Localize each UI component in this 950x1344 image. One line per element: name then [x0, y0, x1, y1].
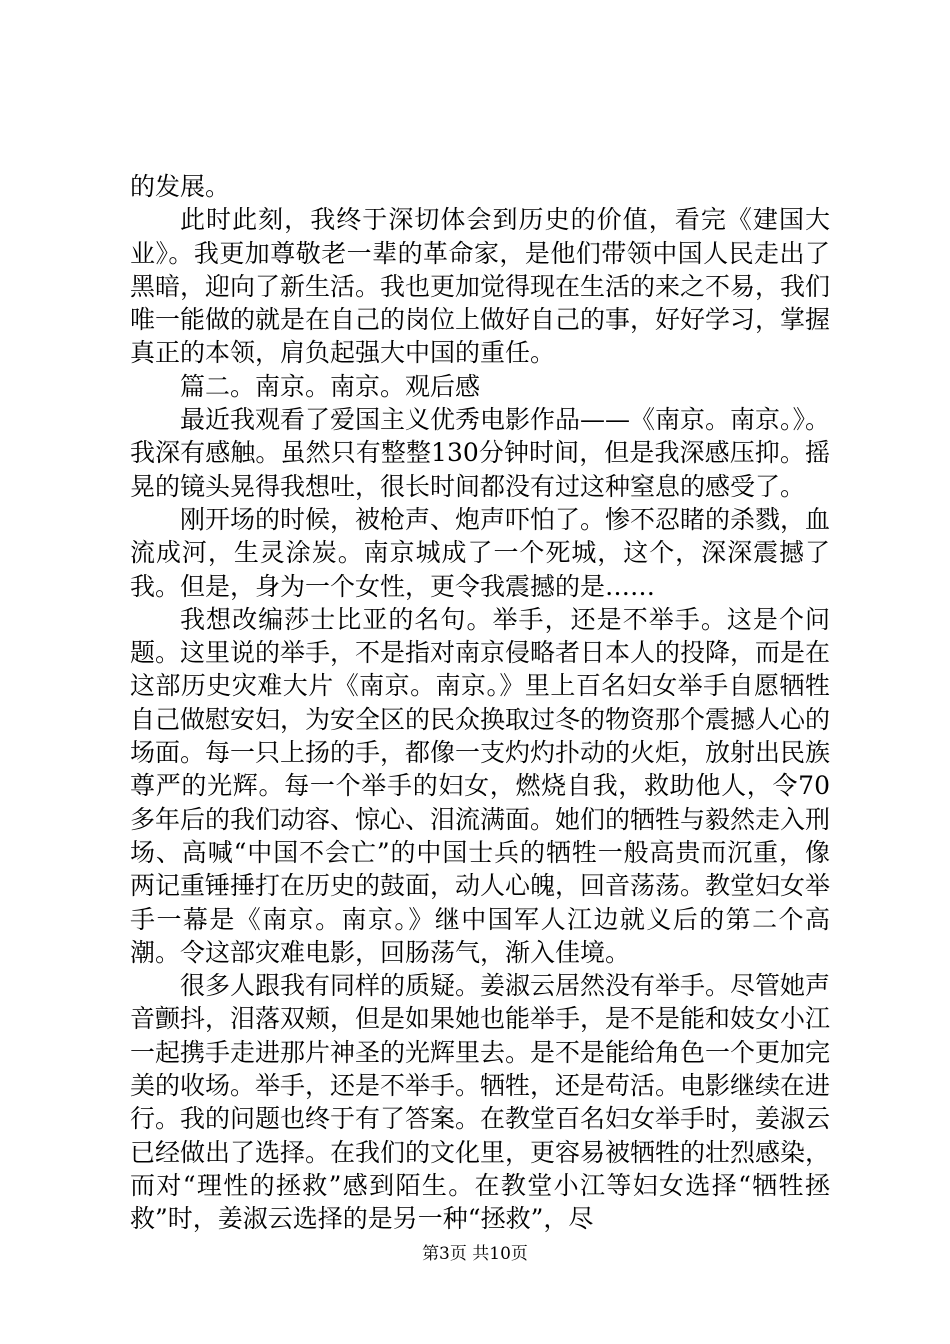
paragraph: 很多人跟我有同样的质疑。姜淑云居然没有举手。尽管她声音颤抖，泪落双颊，但是如果她也能举手，是不是能和妓女小江一起携手走进那片神圣的光辉里去。是不是能给角色一个更加完美的收场。举手，还是不举手。牺牲，还是苟活。电影继续在进行。我的问题也终于有了答案。在教堂百名妇女举手时，姜淑云已经做出了选择。在我们的文化里，更容易被牺牲的壮烈感染，而对“理性的拯救”感到陌生。在教堂小江等妇女选择“牺牲拯救”时，姜淑云选择的是另一种“拯救”，尽	[130, 971, 831, 1234]
paragraph: 我想改编莎士比亚的名句。举手，还是不举手。这是个问题。这里说的举手，不是指对南京侵略者日本人的投降，而是在这部历史灾难大片《南京。南京。》里上百名妇女举手自愿牺牲自己做慰安妇，为安全区的民众换取过冬的物资那个震撼人心的场面。每一只上扬的手，都像一支灼灼扑动的火炬，放射出民族尊严的光辉。每一个举手的妇女，燃烧自我，救助他人，令70多年后的我们动容、惊心、泪流满面。她们的牺牲与毅然走入刑场、高喊“中国不会亡”的中国士兵的牺牲一般高贵而沉重，像两记重锤捶打在历史的鼓面，动人心魄，回音荡荡。教堂妇女举手一幕是《南京。南京。》继中国军人江边就义后的第二个高潮。令这部灾难电影，回肠荡气，渐入佳境。	[130, 604, 831, 967]
document-body	[130, 170, 830, 1236]
page-number-footer: 第3页 共10页	[422, 1244, 528, 1264]
paragraph-continuation: 的发展。	[130, 172, 231, 201]
paragraph: 最近我观看了爱国主义优秀电影作品——《南京。南京。》。我深有感触。虽然只有整整130分钟时间，但是我深感压抑。摇晃的镜头晃得我想吐，很长时间都没有过这种窒息的感受了。	[130, 405, 831, 501]
paragraph: 此时此刻，我终于深切体会到历史的价值，看完《建国大业》。我更加尊敬老一辈的革命家，是他们带领中国人民走出了黑暗，迎向了新生活。我也更加觉得现在生活的来之不易，我们唯一能做的就是在自己的岗位上做好自己的事，好好学习，掌握真正的本领，肩负起强大中国的重任。	[130, 205, 831, 368]
section-heading: 篇二。南京。南京。观后感	[180, 371, 481, 401]
paragraph: 刚开场的时候，被枪声、炮声吓怕了。惨不忍睹的杀戮，血流成河，生灵涂炭。南京城成了一个死城，这个，深深震撼了我。但是，身为一个女性，更令我震撼的是……	[130, 504, 831, 601]
